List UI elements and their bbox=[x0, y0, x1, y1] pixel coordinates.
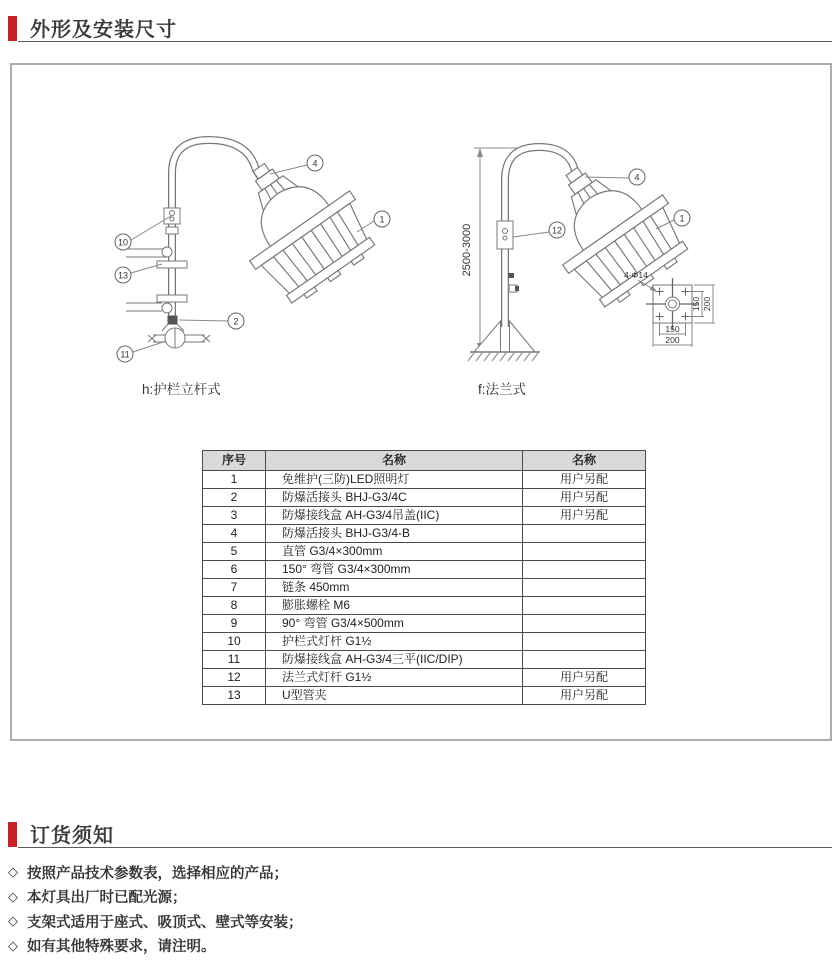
part-note bbox=[523, 633, 646, 651]
figure-guardrail-pole bbox=[115, 133, 390, 362]
figure-flange-pole bbox=[461, 137, 715, 361]
callout-union-bottom bbox=[228, 313, 244, 329]
table-row bbox=[203, 507, 646, 525]
table-row bbox=[203, 489, 646, 507]
col-header-no: 序号 bbox=[203, 451, 266, 471]
part-note: 用户另配 bbox=[523, 507, 646, 525]
part-note bbox=[523, 543, 646, 561]
diamond-bullet-icon: ◇ bbox=[8, 913, 18, 929]
part-note: 用户另配 bbox=[523, 687, 646, 705]
svg-text:4: 4 bbox=[634, 172, 640, 183]
svg-text:2: 2 bbox=[233, 316, 239, 327]
part-name: 防爆接线盒 AH-G3/4三平(IIC/DIP) bbox=[266, 651, 523, 669]
part-no: 13 bbox=[203, 687, 266, 705]
part-note bbox=[523, 615, 646, 633]
part-name: 直管 G3/4×300mm bbox=[266, 543, 523, 561]
section-title-outline: 外形及安装尺寸 bbox=[30, 19, 177, 41]
part-name: 免维护(三防)LED照明灯 bbox=[266, 471, 523, 489]
table-row bbox=[203, 687, 646, 705]
svg-text:10: 10 bbox=[117, 237, 129, 248]
part-no: 7 bbox=[203, 579, 266, 597]
part-no: 11 bbox=[203, 651, 266, 669]
callout-pipe-clamp bbox=[117, 346, 133, 362]
diamond-bullet-icon: ◇ bbox=[8, 864, 18, 880]
col-header-name: 名称 bbox=[266, 451, 523, 471]
note-item bbox=[8, 909, 303, 934]
part-note: 用户另配 bbox=[523, 669, 646, 687]
svg-text:150: 150 bbox=[665, 324, 680, 334]
diamond-bullet-icon: ◇ bbox=[8, 888, 18, 904]
svg-text:4: 4 bbox=[312, 158, 318, 169]
part-no: 5 bbox=[203, 543, 266, 561]
section-rule-outline bbox=[18, 41, 832, 42]
part-name: 防爆活接头 BHJ-G3/4-B bbox=[266, 525, 523, 543]
part-note bbox=[523, 579, 646, 597]
part-note bbox=[523, 597, 646, 615]
parts-table bbox=[202, 450, 646, 705]
part-note bbox=[523, 561, 646, 579]
part-no: 2 bbox=[203, 489, 266, 507]
note-item bbox=[8, 885, 303, 910]
svg-text:1: 1 bbox=[379, 214, 385, 225]
section-marker-ordering bbox=[8, 822, 17, 847]
part-name: 90° 弯管 G3/4×500mm bbox=[266, 615, 523, 633]
part-no: 6 bbox=[203, 561, 266, 579]
note-text: 支架式适用于座式、吸顶式、壁式等安装； bbox=[27, 914, 303, 931]
callout-union-top bbox=[629, 169, 645, 185]
lamp-head bbox=[209, 133, 386, 313]
note-text: 如有其他特殊要求，请注明。 bbox=[27, 939, 216, 956]
table-row bbox=[203, 651, 646, 669]
callout-union-top bbox=[307, 155, 323, 171]
caption-guardrail-pole: h:护栏立杆式 bbox=[142, 382, 221, 397]
installation-drawings bbox=[12, 65, 828, 405]
part-name: U型管夹 bbox=[266, 687, 523, 705]
svg-text:150: 150 bbox=[691, 296, 701, 312]
pole-height-dimension: 2500-3000 bbox=[461, 223, 473, 277]
flange-holes-label: 4-Φ14 bbox=[624, 270, 648, 280]
part-name: 防爆活接头 BHJ-G3/4C bbox=[266, 489, 523, 507]
callout-pole bbox=[549, 222, 565, 238]
note-text: 按照产品技术参数表，选择相应的产品； bbox=[27, 865, 288, 882]
callout-rail-clamp bbox=[115, 267, 131, 283]
table-row bbox=[203, 561, 646, 579]
part-name: 法兰式灯杆 G1½ bbox=[266, 669, 523, 687]
svg-text:11: 11 bbox=[120, 349, 130, 360]
part-name: 膨胀螺栓 M6 bbox=[266, 597, 523, 615]
part-no: 10 bbox=[203, 633, 266, 651]
part-no: 12 bbox=[203, 669, 266, 687]
table-row bbox=[203, 633, 646, 651]
part-name: 防爆接线盒 AH-G3/4吊盖(IIC) bbox=[266, 507, 523, 525]
table-row bbox=[203, 543, 646, 561]
part-name: 150° 弯管 G3/4×300mm bbox=[266, 561, 523, 579]
svg-text:1: 1 bbox=[679, 213, 685, 224]
part-note bbox=[523, 525, 646, 543]
part-name: 链条 450mm bbox=[266, 579, 523, 597]
part-no: 4 bbox=[203, 525, 266, 543]
col-header-note: 名称 bbox=[523, 451, 646, 471]
svg-text:200: 200 bbox=[665, 335, 680, 345]
note-text: 本灯具出厂时已配光源； bbox=[27, 890, 187, 907]
callout-lamp bbox=[674, 210, 690, 226]
table-row bbox=[203, 597, 646, 615]
svg-text:12: 12 bbox=[551, 225, 563, 236]
table-row bbox=[203, 615, 646, 633]
svg-text:200: 200 bbox=[702, 296, 712, 312]
diamond-bullet-icon: ◇ bbox=[8, 937, 18, 953]
part-no: 8 bbox=[203, 597, 266, 615]
callout-lamp bbox=[374, 211, 390, 227]
outline-content-box bbox=[10, 63, 832, 741]
table-row bbox=[203, 579, 646, 597]
table-row bbox=[203, 669, 646, 687]
section-title-ordering: 订货须知 bbox=[30, 825, 114, 847]
part-note: 用户另配 bbox=[523, 489, 646, 507]
section-marker-outline bbox=[8, 16, 17, 41]
table-header-row bbox=[203, 451, 646, 471]
caption-flange: f:法兰式 bbox=[478, 382, 527, 397]
part-name: 护栏式灯杆 G1½ bbox=[266, 633, 523, 651]
part-note bbox=[523, 651, 646, 669]
note-item bbox=[8, 860, 303, 885]
part-no: 3 bbox=[203, 507, 266, 525]
table-row bbox=[203, 525, 646, 543]
section-rule-ordering bbox=[18, 847, 832, 848]
part-note: 用户另配 bbox=[523, 471, 646, 489]
part-no: 9 bbox=[203, 615, 266, 633]
ordering-notes bbox=[8, 860, 303, 958]
callout-pole bbox=[115, 234, 131, 250]
part-no: 1 bbox=[203, 471, 266, 489]
note-item bbox=[8, 934, 303, 959]
svg-text:13: 13 bbox=[117, 270, 129, 281]
table-row bbox=[203, 471, 646, 489]
